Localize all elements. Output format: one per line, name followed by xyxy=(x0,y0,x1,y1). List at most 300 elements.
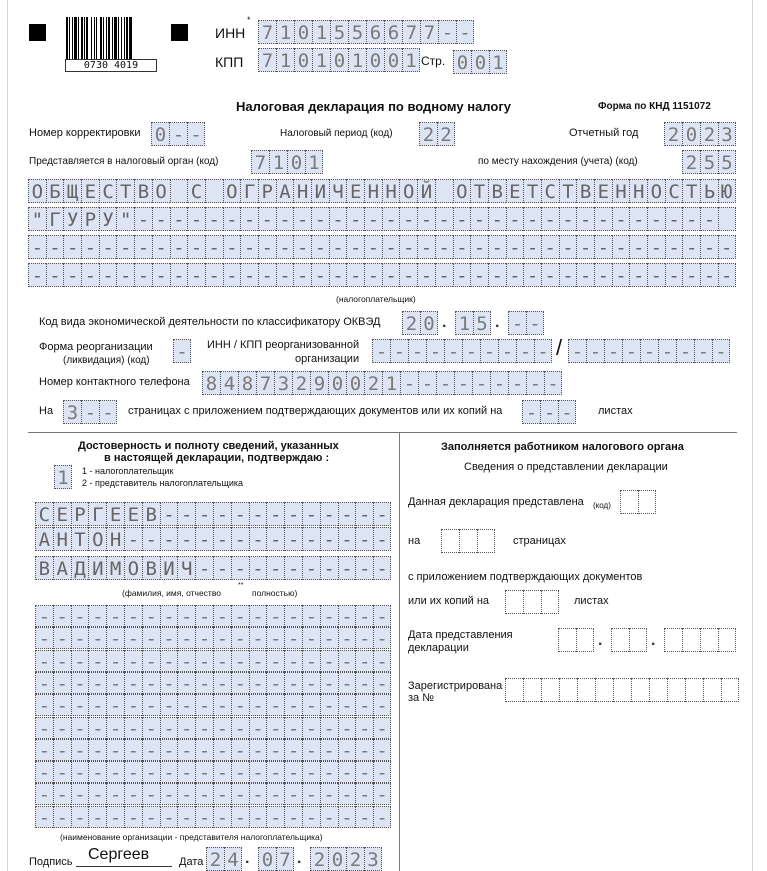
pages-label-prefix: На xyxy=(39,405,54,417)
char-cell: - xyxy=(71,672,89,694)
char-cell: В xyxy=(488,179,506,203)
char-cell xyxy=(629,628,647,652)
char-cell: - xyxy=(213,806,231,828)
char-cell: - xyxy=(373,672,391,694)
char-cell: 0 xyxy=(328,371,346,395)
char-cell: - xyxy=(665,207,683,231)
char-cell: - xyxy=(88,783,106,805)
char-cell: - xyxy=(124,672,142,694)
char-cell: - xyxy=(160,672,178,694)
char-cell: О xyxy=(152,179,170,203)
char-cell: - xyxy=(28,263,46,287)
char-cell: - xyxy=(249,672,267,694)
char-cell: - xyxy=(213,717,231,739)
barcode-bar xyxy=(126,17,128,59)
representative-org-row[interactable] xyxy=(35,627,391,649)
barcode-bar xyxy=(81,17,83,59)
char-cell: - xyxy=(231,650,249,672)
char-cell: - xyxy=(213,783,231,805)
location-field[interactable] xyxy=(682,150,736,174)
char-cell: - xyxy=(276,207,294,231)
char-cell: В xyxy=(576,179,594,203)
char-cell: - xyxy=(612,263,630,287)
registration-number-field[interactable] xyxy=(505,678,739,702)
date-year-field[interactable] xyxy=(310,847,382,871)
char-cell: - xyxy=(338,783,356,805)
char-cell: - xyxy=(177,650,195,672)
char-cell: - xyxy=(142,627,160,649)
char-cell: - xyxy=(526,311,544,335)
char-cell: - xyxy=(302,672,320,694)
char-cell: - xyxy=(160,502,178,526)
char-cell: 1 xyxy=(269,150,287,174)
char-cell: - xyxy=(71,739,89,761)
char-cell: - xyxy=(718,263,736,287)
form-code: Форма по КНД 1151072 xyxy=(598,101,711,112)
char-cell: - xyxy=(99,235,117,259)
char-cell: - xyxy=(35,717,53,739)
confirm-type-field[interactable] xyxy=(54,465,72,489)
char-cell: 2 xyxy=(364,371,382,395)
submit-date-dot-2: . xyxy=(651,632,656,649)
char-cell: - xyxy=(195,739,213,761)
char-cell: - xyxy=(160,605,178,627)
name-caption-end: полностью) xyxy=(252,588,298,598)
char-cell: - xyxy=(35,694,53,716)
char-cell: - xyxy=(223,263,241,287)
char-cell: - xyxy=(665,235,683,259)
char-cell: - xyxy=(249,783,267,805)
char-cell: Т xyxy=(523,179,541,203)
phone-field[interactable] xyxy=(202,371,562,395)
char-cell: - xyxy=(284,717,302,739)
barcode-bar xyxy=(91,17,92,59)
char-cell xyxy=(682,628,700,652)
char-cell: 6 xyxy=(366,20,384,44)
char-cell: - xyxy=(700,263,718,287)
char-cell: - xyxy=(195,761,213,783)
representative-org-row[interactable] xyxy=(35,717,391,739)
char-cell: - xyxy=(71,605,89,627)
page-number-field[interactable] xyxy=(453,50,507,74)
barcode-bar xyxy=(78,17,79,59)
char-cell: 2 xyxy=(682,150,700,174)
signature-label: Подпись xyxy=(29,856,73,868)
taxpayer-row-4[interactable] xyxy=(28,263,736,287)
year-field[interactable] xyxy=(664,122,736,146)
char-cell: - xyxy=(71,806,89,828)
char-cell: Г xyxy=(46,207,64,231)
char-cell: - xyxy=(99,400,117,424)
char-cell: - xyxy=(438,20,456,44)
char-cell xyxy=(718,207,736,231)
char-cell: - xyxy=(435,263,453,287)
char-cell: - xyxy=(249,806,267,828)
char-cell: 1 xyxy=(276,20,294,44)
char-cell: - xyxy=(116,263,134,287)
date-label: Дата xyxy=(179,856,204,868)
char-cell xyxy=(577,678,595,702)
char-cell: - xyxy=(71,717,89,739)
char-cell: - xyxy=(373,783,391,805)
char-cell xyxy=(595,678,613,702)
char-cell: - xyxy=(612,207,630,231)
char-cell: - xyxy=(694,339,712,363)
char-cell: - xyxy=(28,235,46,259)
char-cell: - xyxy=(373,650,391,672)
char-cell: 1 xyxy=(382,371,400,395)
char-cell: - xyxy=(53,694,71,716)
reorg-inn-field[interactable] xyxy=(372,339,552,363)
inn-star: * xyxy=(247,15,251,25)
char-cell: - xyxy=(46,263,64,287)
char-cell: - xyxy=(417,235,435,259)
date-day-field[interactable] xyxy=(206,847,242,871)
char-cell: 1 xyxy=(402,48,420,72)
char-cell: - xyxy=(373,694,391,716)
char-cell: - xyxy=(160,627,178,649)
char-cell xyxy=(559,678,577,702)
char-cell: - xyxy=(338,605,356,627)
char-cell: - xyxy=(594,263,612,287)
char-cell: - xyxy=(355,527,373,551)
char-cell xyxy=(631,678,649,702)
char-cell: - xyxy=(658,339,676,363)
char-cell: - xyxy=(355,502,373,526)
okved-part-1[interactable] xyxy=(402,311,438,335)
char-cell: Е xyxy=(594,179,612,203)
char-cell: 2 xyxy=(402,311,420,335)
char-cell: - xyxy=(195,694,213,716)
char-cell: - xyxy=(311,235,329,259)
char-cell: - xyxy=(213,739,231,761)
char-cell: - xyxy=(516,339,534,363)
char-cell: - xyxy=(338,672,356,694)
char-cell: И xyxy=(160,556,178,580)
char-cell: - xyxy=(390,339,408,363)
char-cell: 0 xyxy=(287,150,305,174)
char-cell: 1 xyxy=(312,20,330,44)
char-cell: - xyxy=(311,263,329,287)
char-cell: - xyxy=(231,527,249,551)
representative-org-row[interactable] xyxy=(35,806,391,828)
char-cell xyxy=(664,628,682,652)
char-cell: 4 xyxy=(220,371,238,395)
char-cell: - xyxy=(88,739,106,761)
char-cell: 0 xyxy=(330,48,348,72)
barcode-bar xyxy=(66,17,68,59)
barcode-bar xyxy=(114,17,117,59)
char-cell: - xyxy=(462,339,480,363)
char-cell: - xyxy=(88,605,106,627)
char-cell: 2 xyxy=(206,847,224,871)
char-cell xyxy=(505,590,523,614)
char-cell: 8 xyxy=(238,371,256,395)
representative-org-row[interactable] xyxy=(35,694,391,716)
char-cell: - xyxy=(355,806,373,828)
barcode-bar xyxy=(124,17,125,59)
period-field[interactable] xyxy=(419,122,455,146)
char-cell: 0 xyxy=(294,20,312,44)
char-cell: 2 xyxy=(700,122,718,146)
signature-value[interactable]: Сергеев xyxy=(88,846,150,863)
char-cell: - xyxy=(177,761,195,783)
char-cell: 0 xyxy=(384,48,402,72)
date-month-field[interactable] xyxy=(258,847,294,871)
char-cell: - xyxy=(355,605,373,627)
char-cell: - xyxy=(647,207,665,231)
char-cell: 7 xyxy=(420,20,438,44)
char-cell: - xyxy=(320,672,338,694)
char-cell: - xyxy=(472,371,490,395)
char-cell: - xyxy=(541,263,559,287)
char-cell: - xyxy=(124,694,142,716)
okved-part-2[interactable] xyxy=(455,311,491,335)
char-cell: - xyxy=(594,207,612,231)
char-cell: 4 xyxy=(224,847,242,871)
char-cell: - xyxy=(170,207,188,231)
char-cell: - xyxy=(417,263,435,287)
char-cell: - xyxy=(213,527,231,551)
char-cell: - xyxy=(534,339,552,363)
char-cell: - xyxy=(329,207,347,231)
char-cell: Р xyxy=(81,207,99,231)
inn-kpp-separator: / xyxy=(556,335,563,360)
char-cell: - xyxy=(71,761,89,783)
char-cell: - xyxy=(522,400,540,424)
char-cell: А xyxy=(276,179,294,203)
correction-field[interactable] xyxy=(151,122,205,146)
char-cell: Т xyxy=(559,179,577,203)
authority-label: Представляется в налоговый орган (код) xyxy=(29,156,219,167)
char-cell: 2 xyxy=(664,122,682,146)
inn-field[interactable] xyxy=(258,20,474,44)
char-cell: - xyxy=(576,263,594,287)
barcode-bar xyxy=(74,17,77,59)
representative-org-row[interactable] xyxy=(35,672,391,694)
char-cell: - xyxy=(284,556,302,580)
char-cell: С xyxy=(665,179,683,203)
char-cell: - xyxy=(177,502,195,526)
char-cell: - xyxy=(508,371,526,395)
representative-org-row[interactable] xyxy=(35,739,391,761)
presented-code-field[interactable] xyxy=(620,490,656,514)
barcode-bar xyxy=(96,17,97,59)
char-cell: Н xyxy=(612,179,630,203)
char-cell: - xyxy=(142,605,160,627)
char-cell: - xyxy=(88,627,106,649)
char-cell: - xyxy=(612,235,630,259)
char-cell: - xyxy=(700,207,718,231)
signature-line xyxy=(76,866,172,867)
copies-field[interactable] xyxy=(522,400,576,424)
char-cell: - xyxy=(71,783,89,805)
char-cell: 0 xyxy=(366,48,384,72)
char-cell: - xyxy=(338,627,356,649)
char-cell: Ю xyxy=(718,179,736,203)
char-cell: - xyxy=(382,263,400,287)
barcode-number: 0730 4019 xyxy=(65,59,157,72)
char-cell: - xyxy=(329,263,347,287)
char-cell: - xyxy=(266,672,284,694)
char-cell: Т xyxy=(71,527,89,551)
char-cell: - xyxy=(346,207,364,231)
representative-org-row[interactable] xyxy=(35,783,391,805)
char-cell: - xyxy=(124,527,142,551)
submit-date-dot-1: . xyxy=(598,632,603,649)
char-cell: - xyxy=(338,717,356,739)
char-cell: - xyxy=(177,605,195,627)
char-cell: - xyxy=(302,650,320,672)
char-cell: Н xyxy=(364,179,382,203)
char-cell: - xyxy=(152,207,170,231)
char-cell: - xyxy=(284,502,302,526)
char-cell xyxy=(459,529,477,553)
char-cell: - xyxy=(444,339,462,363)
char-cell: 7 xyxy=(256,371,274,395)
char-cell: - xyxy=(213,605,231,627)
char-cell: - xyxy=(526,371,544,395)
official-pages-field[interactable] xyxy=(441,529,495,553)
submit-day-field[interactable] xyxy=(558,628,594,652)
char-cell: 5 xyxy=(700,150,718,174)
appendix-label-1: с приложением подтверждающих документов xyxy=(408,571,643,583)
official-sheets-field[interactable] xyxy=(505,590,559,614)
char-cell: М xyxy=(106,556,124,580)
char-cell: 3 xyxy=(364,847,382,871)
reorg-form-field[interactable] xyxy=(173,339,191,363)
char-cell: - xyxy=(454,371,472,395)
char-cell: - xyxy=(258,235,276,259)
char-cell: 0 xyxy=(471,50,489,74)
submit-year-field[interactable] xyxy=(664,628,736,652)
char-cell: - xyxy=(195,502,213,526)
char-cell: - xyxy=(187,235,205,259)
char-cell xyxy=(541,590,559,614)
char-cell: - xyxy=(266,556,284,580)
char-cell: - xyxy=(231,605,249,627)
char-cell: Ч xyxy=(329,179,347,203)
char-cell: - xyxy=(373,527,391,551)
char-cell: - xyxy=(249,605,267,627)
char-cell: - xyxy=(81,400,99,424)
char-cell: - xyxy=(417,207,435,231)
taxpayer-row-2[interactable] xyxy=(28,207,736,231)
char-cell: - xyxy=(223,207,241,231)
reorg-kpp-field[interactable] xyxy=(568,339,730,363)
char-cell: А xyxy=(53,556,71,580)
char-cell: - xyxy=(338,650,356,672)
char-cell: - xyxy=(320,694,338,716)
char-cell: Т xyxy=(116,179,134,203)
char-cell: 7 xyxy=(258,48,276,72)
char-cell: Е xyxy=(124,502,142,526)
char-cell: - xyxy=(293,235,311,259)
declaration-page xyxy=(7,0,753,871)
taxpayer-caption: (налогоплательщик) xyxy=(336,294,416,304)
char-cell: И xyxy=(88,556,106,580)
char-cell: - xyxy=(266,605,284,627)
char-cell: 0 xyxy=(258,847,276,871)
char-cell: - xyxy=(124,739,142,761)
kpp-field[interactable] xyxy=(258,48,420,72)
char-cell: - xyxy=(160,761,178,783)
barcode-bar xyxy=(121,17,122,59)
signer-firstname-field[interactable] xyxy=(35,527,391,551)
okved-part-3[interactable] xyxy=(508,311,544,335)
taxpayer-row-3[interactable] xyxy=(28,235,736,259)
char-cell: - xyxy=(266,627,284,649)
char-cell: - xyxy=(576,207,594,231)
representative-org-row[interactable] xyxy=(35,605,391,627)
char-cell: - xyxy=(53,672,71,694)
char-cell: - xyxy=(205,263,223,287)
char-cell: - xyxy=(142,783,160,805)
char-cell: О xyxy=(28,179,46,203)
date-dot-1: . xyxy=(245,850,250,867)
char-cell: - xyxy=(35,761,53,783)
representative-org-row[interactable] xyxy=(35,761,391,783)
char-cell: - xyxy=(53,783,71,805)
confirm-option-1: 1 - налогоплательщик xyxy=(82,466,174,476)
submit-month-field[interactable] xyxy=(611,628,647,652)
char-cell: 5 xyxy=(718,150,736,174)
representative-org-row[interactable] xyxy=(35,650,391,672)
char-cell: - xyxy=(249,627,267,649)
char-cell: - xyxy=(88,650,106,672)
char-cell: - xyxy=(46,235,64,259)
correction-label: Номер корректировки xyxy=(29,127,141,139)
char-cell: - xyxy=(364,263,382,287)
char-cell: - xyxy=(124,650,142,672)
char-cell: 2 xyxy=(292,371,310,395)
char-cell: - xyxy=(355,694,373,716)
char-cell xyxy=(721,678,739,702)
char-cell: 0 xyxy=(151,122,169,146)
authority-field[interactable] xyxy=(251,150,323,174)
char-cell: 3 xyxy=(718,122,736,146)
char-cell: - xyxy=(355,672,373,694)
char-cell: - xyxy=(586,339,604,363)
char-cell: - xyxy=(195,650,213,672)
char-cell: - xyxy=(106,739,124,761)
section-divider xyxy=(28,432,737,433)
char-cell: - xyxy=(81,263,99,287)
char-cell: - xyxy=(88,761,106,783)
char-cell: - xyxy=(700,235,718,259)
char-cell: - xyxy=(364,235,382,259)
char-cell: - xyxy=(355,783,373,805)
char-cell: - xyxy=(173,339,191,363)
char-cell: - xyxy=(488,235,506,259)
char-cell: - xyxy=(160,650,178,672)
char-cell: - xyxy=(355,739,373,761)
confirm-title-2: в настоящей декларации, подтверждаю : xyxy=(104,452,330,464)
signer-patronymic-field[interactable] xyxy=(35,556,391,580)
registered-label-1: Зарегистрирована xyxy=(408,680,503,692)
official-subtitle: Сведения о представлении декларации xyxy=(464,461,668,473)
taxpayer-row-1[interactable] xyxy=(28,179,736,203)
char-cell: - xyxy=(453,235,471,259)
char-cell: - xyxy=(231,739,249,761)
char-cell: 5 xyxy=(473,311,491,335)
char-cell: - xyxy=(338,527,356,551)
char-cell: - xyxy=(213,627,231,649)
pages-field[interactable] xyxy=(63,400,117,424)
char-cell: - xyxy=(160,527,178,551)
signer-lastname-field[interactable] xyxy=(35,502,391,526)
char-cell: - xyxy=(177,627,195,649)
